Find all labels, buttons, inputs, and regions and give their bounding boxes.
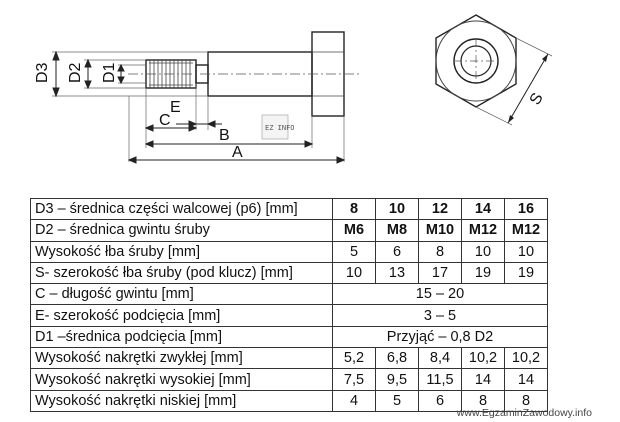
dim-label-a: A bbox=[232, 144, 243, 161]
value-cell: 10 bbox=[333, 262, 376, 283]
value-cell: 5 bbox=[333, 241, 376, 262]
table-row bbox=[31, 262, 548, 283]
value-cell: 6 bbox=[419, 390, 462, 411]
value-cell: 10,2 bbox=[462, 348, 505, 369]
value-cell: 10 bbox=[505, 241, 548, 262]
value-cell: 13 bbox=[376, 262, 419, 283]
value-cell: 8 bbox=[333, 199, 376, 220]
table-row bbox=[31, 369, 548, 390]
parameter-label: S- szerokość łba śruby (pod klucz) [mm] bbox=[31, 262, 333, 283]
value-cell: 10 bbox=[376, 199, 419, 220]
value-cell: 8,4 bbox=[419, 348, 462, 369]
value-cell: 16 bbox=[505, 199, 548, 220]
table-row bbox=[31, 348, 548, 369]
dim-label-d1: D1 bbox=[101, 62, 118, 83]
value-cell: 9,5 bbox=[376, 369, 419, 390]
value-cell: 14 bbox=[462, 369, 505, 390]
table-row bbox=[31, 220, 548, 241]
value-cell: 14 bbox=[505, 369, 548, 390]
value-cell: 11,5 bbox=[419, 369, 462, 390]
value-cell: 10,2 bbox=[505, 348, 548, 369]
table-row bbox=[31, 326, 548, 347]
value-cell: M12 bbox=[505, 220, 548, 241]
parameter-label: Wysokość nakrętki niskiej [mm] bbox=[31, 390, 333, 411]
value-cell: 5,2 bbox=[333, 348, 376, 369]
dim-label-d3: D3 bbox=[34, 62, 51, 83]
value-cell: 19 bbox=[505, 262, 548, 283]
value-cell: 17 bbox=[419, 262, 462, 283]
value-cell: 7,5 bbox=[333, 369, 376, 390]
value-cell: 4 bbox=[333, 390, 376, 411]
merged-value-cell: Przyjąć – 0,8 D2 bbox=[333, 326, 548, 347]
hex-head-end-view bbox=[436, 15, 552, 125]
dim-label-e: E bbox=[170, 99, 181, 116]
value-cell: M10 bbox=[419, 220, 462, 241]
value-cell: 6,8 bbox=[376, 348, 419, 369]
dim-label-c: C bbox=[159, 112, 171, 129]
value-cell: 8 bbox=[462, 390, 505, 411]
value-cell: 10 bbox=[462, 241, 505, 262]
parameter-label: D1 –średnica podcięcia [mm] bbox=[31, 326, 333, 347]
value-cell: M6 bbox=[333, 220, 376, 241]
watermark-text: www.EgzaminZawodowy.info bbox=[456, 407, 592, 419]
dim-label-s: S bbox=[526, 90, 547, 108]
stamp-text: EZ INFO bbox=[265, 124, 295, 132]
value-cell: 6 bbox=[376, 241, 419, 262]
merged-value-cell: 15 – 20 bbox=[333, 284, 548, 305]
value-cell: 12 bbox=[419, 199, 462, 220]
parameter-label: D3 – średnica części walcowej (p6) [mm] bbox=[31, 199, 333, 220]
dim-label-d2: D2 bbox=[67, 62, 84, 83]
dim-label-b: B bbox=[219, 127, 230, 144]
value-cell: 14 bbox=[462, 199, 505, 220]
parameter-label: Wysokość nakrętki wysokiej [mm] bbox=[31, 369, 333, 390]
value-cell: 5 bbox=[376, 390, 419, 411]
parameter-label: C – długość gwintu [mm] bbox=[31, 284, 333, 305]
parameter-label: Wysokość nakrętki zwykłej [mm] bbox=[31, 348, 333, 369]
table-row bbox=[31, 284, 548, 305]
value-cell: M12 bbox=[462, 220, 505, 241]
bolt-dimension-table bbox=[30, 198, 548, 412]
parameter-label: D2 – średnica gwintu śruby bbox=[31, 220, 333, 241]
table-row bbox=[31, 199, 548, 220]
table-row bbox=[31, 241, 548, 262]
bolt-technical-drawing bbox=[0, 0, 620, 190]
table-row bbox=[31, 305, 548, 326]
parameter-label: Wysokość łba śruby [mm] bbox=[31, 241, 333, 262]
value-cell: 8 bbox=[505, 390, 548, 411]
parameter-label: E- szerokość podcięcia [mm] bbox=[31, 305, 333, 326]
value-cell: 19 bbox=[462, 262, 505, 283]
value-cell: 8 bbox=[419, 241, 462, 262]
merged-value-cell: 3 – 5 bbox=[333, 305, 548, 326]
value-cell: M8 bbox=[376, 220, 419, 241]
